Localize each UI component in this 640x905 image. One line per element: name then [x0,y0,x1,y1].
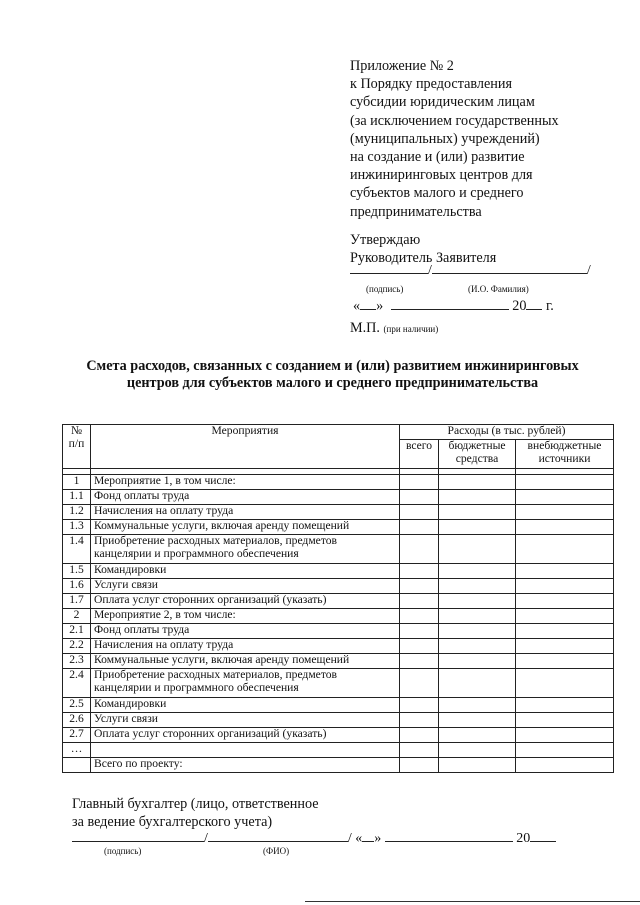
header-no: № п/п [63,425,91,469]
total-label: Всего по проекту: [91,758,400,773]
row-name: Приобретение расходных материалов, предметов канцелярии и программного обеспечения [91,669,400,698]
cell-budget[interactable] [439,654,516,669]
appendix-line: инжиниринговых центров для [350,167,533,184]
approval-signature-line [350,259,591,279]
cell-total[interactable] [400,624,439,639]
cell-budget[interactable] [439,624,516,639]
table-row [63,728,614,743]
header-budget: бюджетные средства [439,440,516,469]
caption-name: (И.О. Фамилия) [468,284,529,294]
cell-extrabudget[interactable] [516,564,614,579]
quote-open: « [353,298,361,314]
table-row [63,520,614,535]
row-no: 2.6 [63,713,91,728]
appendix-line: предпринимательства [350,203,482,220]
row-no: 1.3 [63,520,91,535]
year-prefix: 20 [512,298,527,314]
row-name [91,743,400,758]
cell-budget[interactable] [439,579,516,594]
row-no: 2 [63,609,91,624]
table-row [63,624,614,639]
appendix-line: к Порядку предоставления [350,76,512,93]
cell-total[interactable] [400,728,439,743]
row-name: Начисления на оплату труда [91,639,400,654]
quote-close: » [374,831,382,846]
row-no: 2.2 [63,639,91,654]
appendix-line: субсидии юридическим лицам [350,94,535,111]
cell-total[interactable] [400,579,439,594]
approval-date-line [353,295,554,315]
row-no: 1.4 [63,535,91,564]
row-no: 1.2 [63,505,91,520]
quote-close: » [376,298,384,314]
row-no: 2.5 [63,698,91,713]
table-row [63,609,614,624]
month-blank[interactable] [391,295,509,310]
appendix-line: (муниципальных) учреждений) [350,130,540,147]
cell-budget[interactable] [439,743,516,758]
cell-total[interactable] [400,639,439,654]
estimate-table [62,424,614,773]
row-name: Мероприятие 2, в том числе: [91,609,400,624]
cell-extrabudget[interactable] [516,698,614,713]
footer-signature-line [72,827,556,847]
table-row [63,698,614,713]
cell-extrabudget[interactable] [516,654,614,669]
slash: / [428,263,432,278]
approval-line1: Утверждаю [350,232,421,248]
cell-total[interactable] [400,490,439,505]
cell-total[interactable] [400,698,439,713]
row-no: 2.3 [63,654,91,669]
cell-extrabudget[interactable] [516,579,614,594]
row-no: 2.1 [63,624,91,639]
cell-total[interactable] [400,743,439,758]
cell-extrabudget[interactable] [516,520,614,535]
table-row [63,594,614,609]
name-blank[interactable] [208,827,348,842]
cell-extrabudget[interactable] [516,490,614,505]
row-name: Мероприятие 1, в том числе: [91,475,400,490]
stamp-place [350,320,438,337]
day-blank[interactable] [362,827,374,842]
cell-extrabudget[interactable] [516,743,614,758]
row-name: Услуги связи [91,579,400,594]
mp-label: М.П. [350,320,380,336]
footer-line1: Главный бухгалтер (лицо, ответственное [72,796,319,812]
year-suffix: г. [546,298,554,314]
table-row [63,579,614,594]
row-no: 1.7 [63,594,91,609]
table-row [63,505,614,520]
month-blank[interactable] [385,827,513,842]
cell-budget[interactable] [439,475,516,490]
row-name: Приобретение расходных материалов, предметов канцелярии и программного обеспечения [91,535,400,564]
row-name: Командировки [91,698,400,713]
row-no: … [63,743,91,758]
cell-total[interactable] [400,594,439,609]
appendix-line: субъектов малого и среднего [350,185,524,202]
appendix-line: (за исключением государственных [350,112,559,129]
row-no: 2.4 [63,669,91,698]
cell-extrabudget[interactable] [516,758,614,773]
table-row [63,669,614,698]
row-no: 1.1 [63,490,91,505]
cell-budget[interactable] [439,758,516,773]
cell-extrabudget[interactable] [516,475,614,490]
appendix-line: Приложение № 2 [350,58,454,74]
cell-budget[interactable] [439,639,516,654]
cell-budget[interactable] [439,564,516,579]
header-expenses: Расходы (в тыс. рублей) [400,425,614,440]
cell-budget[interactable] [439,669,516,698]
chief-accountant-label [72,795,319,831]
appendix-heading [350,57,620,221]
row-name: Фонд оплаты труда [91,490,400,505]
table-header-row [63,425,614,440]
header-total: всего [400,440,439,469]
table-row [63,564,614,579]
table-row [63,475,614,490]
row-no: 1.6 [63,579,91,594]
cell-total[interactable] [400,713,439,728]
cell-budget[interactable] [439,698,516,713]
cell-total[interactable] [400,535,439,564]
signature-blank[interactable] [72,827,204,842]
cell-extrabudget[interactable] [516,609,614,624]
table-row [63,535,614,564]
table-total-row [63,758,614,773]
row-name: Услуги связи [91,713,400,728]
footer-caption-signature: (подпись) [104,846,142,856]
cell-total[interactable] [400,475,439,490]
cell-extrabudget[interactable] [516,713,614,728]
signature-blank[interactable] [350,259,428,274]
table-row [63,639,614,654]
row-no: 1.5 [63,564,91,579]
cell-total[interactable] [400,669,439,698]
cell-budget[interactable] [439,520,516,535]
document-title: Смета расходов, связанных с созданием и (или) развитием инжиниринговых центров для субъектов малого и среднего предпринимательства [86,358,579,391]
row-no: 2.7 [63,728,91,743]
row-name: Оплата услуг сторонних организаций (указать) [91,594,400,609]
table-row [63,654,614,669]
cell-total[interactable] [400,654,439,669]
table-row [63,490,614,505]
year-prefix: 20 [516,831,531,846]
row-no [63,758,91,773]
cell-extrabudget[interactable] [516,624,614,639]
cell-extrabudget[interactable] [516,535,614,564]
cell-extrabudget[interactable] [516,594,614,609]
name-blank[interactable] [432,259,587,274]
cell-total[interactable] [400,564,439,579]
cell-extrabudget[interactable] [516,505,614,520]
cell-extrabudget[interactable] [516,728,614,743]
year-blank[interactable] [526,295,542,310]
row-name: Фонд оплаты труда [91,624,400,639]
slash-date: / « [347,831,363,846]
row-name: Коммунальные услуги, включая аренду помещений [91,520,400,535]
slash: / [204,831,208,846]
cell-budget[interactable] [439,728,516,743]
bottom-rule [305,901,640,902]
footer-line2: за ведение бухгалтерского учета) [72,814,273,830]
cell-extrabudget[interactable] [516,639,614,654]
header-extrabudget: внебюджетные источники [516,440,614,469]
cell-budget[interactable] [439,535,516,564]
table-row [63,713,614,728]
cell-budget[interactable] [439,713,516,728]
row-name: Командировки [91,564,400,579]
cell-budget[interactable] [439,594,516,609]
cell-extrabudget[interactable] [516,669,614,698]
slash: / [586,263,591,278]
cell-total[interactable] [400,520,439,535]
cell-total[interactable] [400,609,439,624]
cell-budget[interactable] [439,490,516,505]
mp-note: (при наличии) [383,324,439,334]
row-name: Начисления на оплату труда [91,505,400,520]
caption-signature: (подпись) [366,284,404,294]
appendix-line: на создание и (или) развитие [350,149,525,166]
cell-total[interactable] [400,505,439,520]
row-name: Коммунальные услуги, включая аренду помещений [91,654,400,669]
cell-total[interactable] [400,758,439,773]
cell-budget[interactable] [439,609,516,624]
year-blank[interactable] [530,827,556,842]
cell-budget[interactable] [439,505,516,520]
header-activity: Мероприятия [91,425,400,469]
row-name: Оплата услуг сторонних организаций (указать) [91,728,400,743]
footer-caption-name: (ФИО) [263,846,290,856]
table-row [63,743,614,758]
approval-line2: Руководитель Заявителя [350,250,497,267]
row-no: 1 [63,475,91,490]
day-blank[interactable] [360,295,376,310]
